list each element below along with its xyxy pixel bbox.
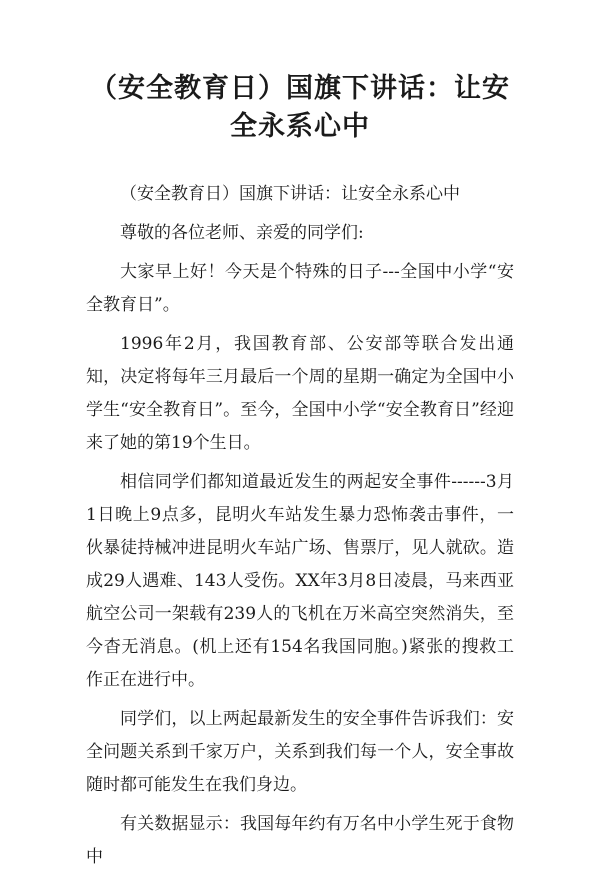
paragraph-data: 有关数据显示：我国每年约有万名中小学生死于食物中 xyxy=(86,814,514,867)
paragraph-opening: 大家早上好！今天是个特殊的日子---全国中小学“安全教育日”。 xyxy=(86,262,514,315)
document-title: （安全教育日）国旗下讲话：让安全永系心中 xyxy=(90,73,510,142)
paragraph-lesson: 同学们，以上两起最新发生的安全事件告诉我们：安全问题关系到千家万户，关系到我们每一个人，安全事故随时都可能发生在我们身边。 xyxy=(86,709,514,795)
paragraph-subtitle: （安全教育日）国旗下讲话：让安全永系心中 xyxy=(120,184,460,204)
paragraph-events: 相信同学们都知道最近发生的两起安全事件------3月1日晚上9点多，昆明火车站发生暴力恐怖袭击事件，一伙暴徒持械冲进昆明火车站广场、售票厅，见人就砍。造成29人遇难、143人受伤。XX年3月8日凌晨，马来西亚航空公司一架载有239人的飞机在万米高空突然消失，至今杳无消息。(机上还有154名我国同胞。)紧张的搜救工作正在进行中。 xyxy=(86,472,514,690)
paragraph-greeting: 尊敬的各位老师、亲爱的同学们: xyxy=(120,223,364,243)
paragraph-history: 1996年2月，我国教育部、公安部等联合发出通知，决定将每年三月最后一个周的星期一确定为全国中小学生“安全教育日”。至今，全国中小学“安全教育日”经迎来了她的第19个生日。 xyxy=(86,334,514,453)
document-body xyxy=(86,178,514,880)
